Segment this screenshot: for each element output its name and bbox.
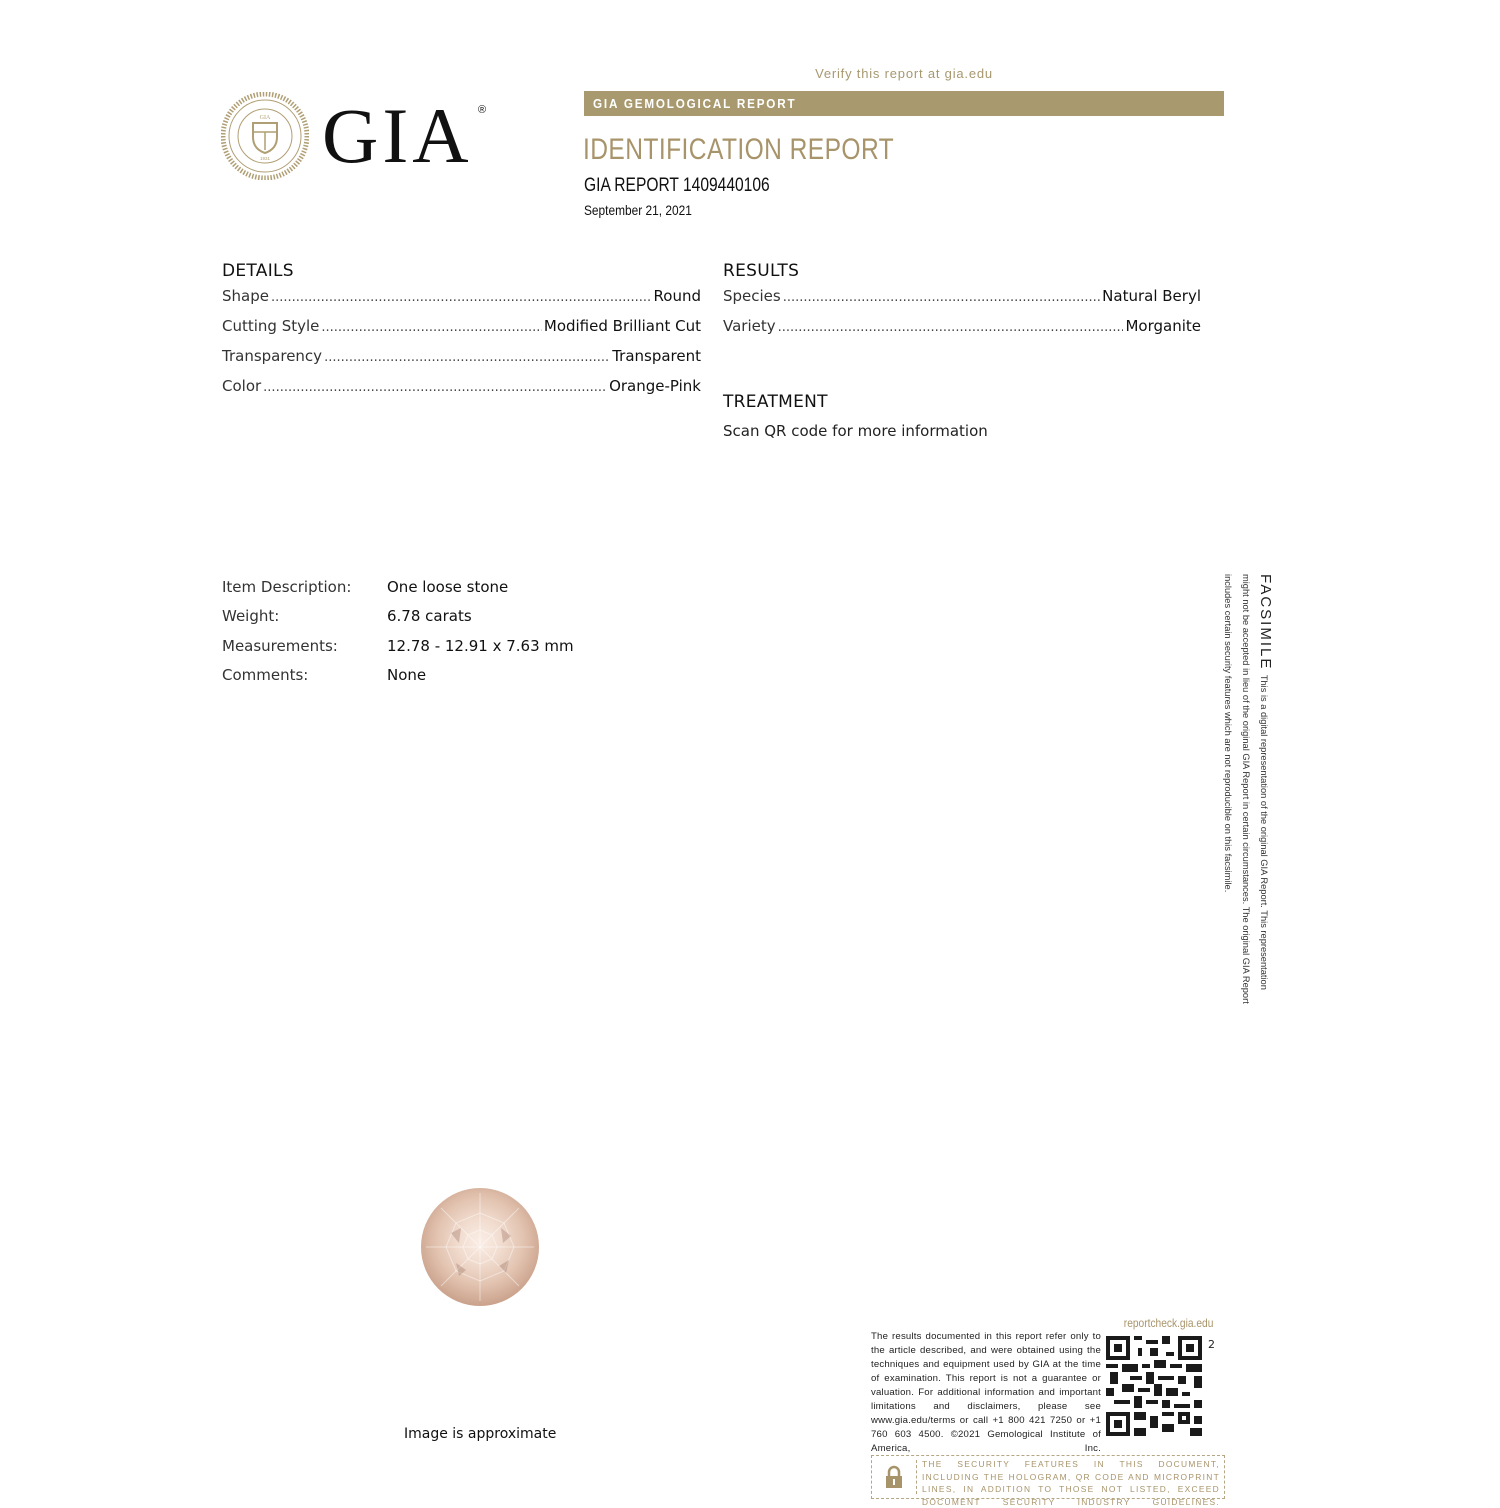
- treatment-section: [723, 392, 1201, 440]
- desc-value: 12.78 - 12.91 x 7.63 mm: [387, 636, 574, 655]
- desc-row-weight: [222, 602, 574, 632]
- desc-value: 6.78 carats: [387, 607, 472, 626]
- report-title: IDENTIFICATION REPORT: [583, 133, 895, 166]
- detail-label: Color: [222, 377, 262, 395]
- result-value: Morganite: [1125, 317, 1201, 335]
- qr-code-icon: [1106, 1336, 1202, 1436]
- treatment-text: Scan QR code for more information: [723, 422, 988, 440]
- gem-image-caption: Image is approximate: [404, 1426, 557, 1442]
- dot-leader: [778, 320, 1124, 335]
- qr-page-number: 2: [1208, 1338, 1215, 1351]
- desc-label: Measurements:: [222, 636, 338, 655]
- detail-row-cutting-style: [222, 317, 701, 347]
- detail-label: Shape: [222, 287, 269, 305]
- detail-label: Cutting Style: [222, 317, 320, 335]
- facsimile-notice: [1223, 574, 1274, 1004]
- report-number: GIA REPORT 1409440106: [584, 175, 770, 196]
- band-title: GIA GEMOLOGICAL REPORT: [593, 96, 797, 111]
- item-description-section: [222, 572, 574, 690]
- detail-value: Transparent: [612, 347, 701, 365]
- seal-icon: [221, 92, 309, 180]
- desc-value: None: [387, 666, 427, 685]
- desc-label: Comments:: [222, 666, 309, 685]
- treatment-title: TREATMENT: [723, 392, 828, 412]
- results-title: RESULTS: [723, 261, 800, 281]
- gia-seal-logo: [221, 92, 309, 180]
- dot-leader: [321, 320, 541, 335]
- registered-mark: ®: [478, 104, 487, 116]
- desc-value: One loose stone: [387, 577, 509, 596]
- gem-facets-icon: [421, 1188, 539, 1306]
- detail-value: Modified Brilliant Cut: [543, 317, 701, 335]
- disclaimer-text: The results documented in this report refer only to the article described, and were obtained using the techniques and equipment used by GIA at the time of examination. This report is not a guarantee or valuation. For additional information and important limitations and disclaimers, please see www.gia.edu/terms or call +1 800 421 7250 or +1 760 603 4500. ©2021 Gemological Institute of America, Inc.: [871, 1331, 1101, 1454]
- detail-row-shape: [222, 287, 701, 317]
- dot-leader: [271, 290, 652, 305]
- detail-row-transparency: [222, 347, 701, 377]
- desc-label: Item Description:: [222, 577, 352, 596]
- security-divider: [916, 1460, 917, 1494]
- desc-row-item: [222, 572, 574, 602]
- dot-leader: [263, 380, 607, 395]
- detail-label: Transparency: [222, 347, 323, 365]
- security-notice: [871, 1455, 1225, 1507]
- gia-wordmark: GIA: [322, 92, 473, 179]
- result-row-species: [723, 287, 1201, 317]
- security-text: THE SECURITY FEATURES IN THIS DOCUMENT, INCLUDING THE HOLOGRAM, QR CODE AND MICROPRINT LINES, IN ADDITION TO THOSE NOT LISTED, EXCEED DOCUMENT SECURITY INDUSTRY GUIDELINES.: [922, 1459, 1220, 1507]
- report-band: [584, 91, 1224, 116]
- result-row-variety: [723, 317, 1201, 347]
- svg-text:1931: 1931: [259, 156, 271, 161]
- details-title: DETAILS: [222, 261, 294, 281]
- gem-image: [421, 1188, 539, 1306]
- desc-row-comments: [222, 661, 574, 691]
- detail-value: Orange-Pink: [609, 377, 701, 395]
- result-label: Species: [723, 287, 781, 305]
- desc-label: Weight:: [222, 607, 280, 626]
- details-section: [222, 261, 701, 407]
- svg-text:GIA: GIA: [259, 115, 271, 121]
- detail-value: Round: [653, 287, 701, 305]
- dot-leader: [783, 290, 1100, 305]
- lock-icon: [882, 1465, 906, 1489]
- facsimile-text: This is a digital representation of the original GIA Report. This representation might not be accepted in lieu of the original GIA Report in certain circumstances. The original GIA Report includes certain security features which are not reproducible on this facsimile.: [1223, 574, 1269, 1004]
- detail-row-color: [222, 377, 701, 407]
- reportcheck-link[interactable]: reportcheck.gia.edu: [1123, 1316, 1214, 1330]
- verify-link[interactable]: Verify this report at gia.edu: [815, 66, 993, 81]
- result-value: Natural Beryl: [1102, 287, 1201, 305]
- dot-leader: [324, 350, 610, 365]
- desc-row-measurements: [222, 631, 574, 661]
- result-label: Variety: [723, 317, 776, 335]
- facsimile-title: FACSIMILE: [1257, 574, 1274, 671]
- results-section: [723, 261, 1201, 347]
- qr-code[interactable]: [1106, 1336, 1202, 1436]
- report-date: September 21, 2021: [584, 202, 692, 218]
